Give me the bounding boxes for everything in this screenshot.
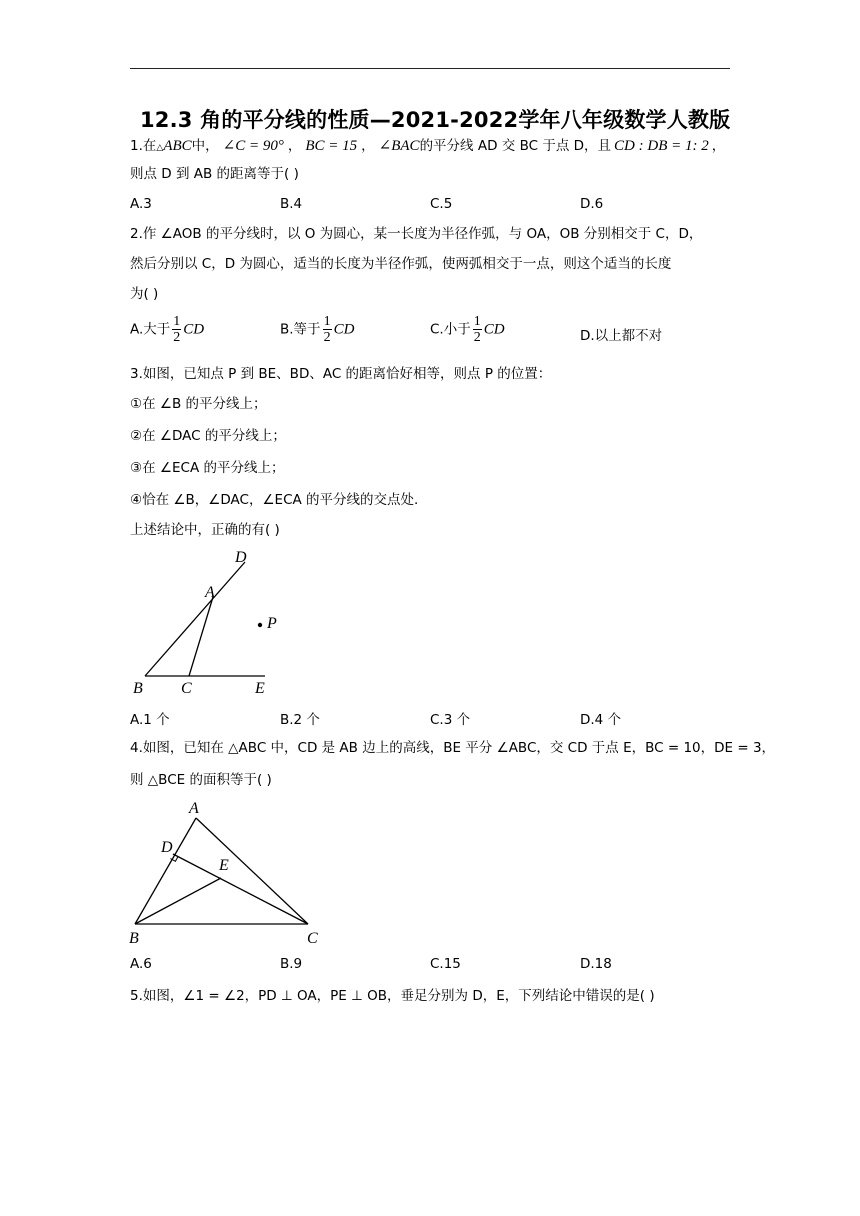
q1-math: CD : DB = 1: 2 <box>614 138 709 154</box>
q3-option-d[interactable]: D.4 个 <box>580 712 622 728</box>
label-d: D <box>235 549 247 566</box>
q4-option-a[interactable]: A.6 <box>130 956 152 972</box>
option-variable: CD <box>183 321 205 338</box>
question-2-line-3: 为( ) <box>130 286 159 302</box>
option-prefix: A.大于 <box>130 321 171 338</box>
altitude-cd <box>173 854 308 924</box>
option-prefix: C.小于 <box>430 321 471 338</box>
question-3-item-4: ④恰在 ∠B，∠DAC，∠ECA 的平分线的交点处. <box>130 492 419 508</box>
q4-option-b[interactable]: B.9 <box>280 956 303 972</box>
q1-text: AD <box>477 138 498 154</box>
question-3-item-3: ③在 ∠ECA 的平分线上； <box>130 460 285 476</box>
q2-option-a[interactable] <box>130 314 204 345</box>
q1-math: ∠C = 90° <box>222 138 284 154</box>
question-2-line-1: 2.作 ∠AOB 的平分线时，以 O 为圆心，某一长度为半径作弧，与 OA，OB 分别相交于 C，D， <box>130 226 703 242</box>
q1-text: 于点 <box>542 138 570 154</box>
q1-option-c[interactable]: C.5 <box>430 196 453 212</box>
q1-math: ABC <box>163 138 192 154</box>
q1-text: D <box>573 138 585 154</box>
q1-text: 1.在 <box>130 138 157 154</box>
question-4-figure <box>125 796 325 950</box>
line-ac <box>189 597 213 676</box>
fraction-denominator: 2 <box>323 330 331 345</box>
question-2-line-2: 然后分别以 C，D 为圆心，适当的长度为半径作弧，使两弧相交于一点，则这个适当的长度 <box>130 256 672 272</box>
label-b: B <box>133 680 143 697</box>
q1-text: ， <box>711 138 726 154</box>
fraction-denominator: 2 <box>473 330 481 345</box>
q2-option-c[interactable] <box>430 314 505 345</box>
q1-text: 中， <box>191 138 219 154</box>
fraction-numerator: 1 <box>323 314 331 329</box>
fraction-denominator: 2 <box>173 330 181 345</box>
header-rule <box>130 68 730 69</box>
q1-text: ， <box>287 138 302 154</box>
q1-text: ，且 <box>584 138 612 154</box>
q1-math: BC = 15 <box>305 138 358 154</box>
fraction-numerator: 1 <box>473 314 481 329</box>
fraction-half <box>172 314 181 345</box>
q1-text: ， <box>361 138 375 154</box>
question-3-item-2: ②在 ∠DAC 的平分线上； <box>130 428 286 444</box>
q3-option-c[interactable]: C.3 个 <box>430 712 471 728</box>
q1-option-b[interactable]: B.4 <box>280 196 303 212</box>
question-5-line-1: 5.如图，∠1 = ∠2，PD ⊥ OA，PE ⊥ OB，垂足分别为 D，E，下列结论中错误的是( ) <box>130 988 655 1004</box>
fraction-half <box>323 314 332 345</box>
label-p: P <box>267 615 277 632</box>
q1-option-a[interactable]: A.3 <box>130 196 152 212</box>
question-3-ask: 上述结论中，正确的有( ) <box>130 522 280 538</box>
fraction-half <box>473 314 482 345</box>
q2-option-b[interactable] <box>280 314 354 345</box>
side-ac <box>196 818 308 924</box>
q4-option-d[interactable]: D.18 <box>580 956 612 972</box>
q3-option-b[interactable]: B.2 个 <box>280 712 320 728</box>
label-a: A <box>205 584 215 601</box>
option-variable: CD <box>333 321 355 338</box>
q1-text: 交 <box>501 138 516 154</box>
label-e: E <box>255 680 265 697</box>
line-bd <box>145 562 245 676</box>
question-3-figure <box>125 544 285 700</box>
question-3-item-1: ①在 ∠B 的平分线上； <box>130 396 267 412</box>
triangle-symbol: △ <box>156 143 164 153</box>
question-4-line-1: 4.如图，已知在 △ABC 中，CD 是 AB 边上的高线，BE 平分 ∠ABC，交 CD 于点 E，BC = 10，DE = 3， <box>130 740 776 756</box>
label-a: A <box>189 800 199 817</box>
q1-text: 的平分线 <box>419 138 474 154</box>
q3-option-a[interactable]: A.1 个 <box>130 712 170 728</box>
q4-option-c[interactable]: C.15 <box>430 956 461 972</box>
q1-math: ∠BAC <box>378 138 420 154</box>
page-title: 12.3 角的平分线的性质—2021-2022学年八年级数学人教版 <box>140 108 731 132</box>
question-1-line-1 <box>130 136 725 158</box>
q2-option-d[interactable]: D.以上都不对 <box>580 328 663 344</box>
question-4-line-2: 则 △BCE 的面积等于( ) <box>130 772 272 788</box>
q1-option-d[interactable]: D.6 <box>580 196 604 212</box>
label-c: C <box>307 930 318 947</box>
label-b: B <box>129 930 139 947</box>
label-e: E <box>219 857 229 874</box>
question-3-line-1: 3.如图，已知点 P 到 BE、BD、AC 的距离恰好相等，则点 P 的位置： <box>130 366 552 382</box>
question-1-line-2: 则点 D 到 AB 的距离等于( ) <box>130 166 299 182</box>
point-p-dot <box>258 623 262 627</box>
fraction-numerator: 1 <box>173 314 181 329</box>
label-d: D <box>161 839 173 856</box>
option-prefix: B.等于 <box>280 321 321 338</box>
q1-text: BC <box>519 138 539 154</box>
option-variable: CD <box>483 321 505 338</box>
label-c: C <box>181 680 192 697</box>
